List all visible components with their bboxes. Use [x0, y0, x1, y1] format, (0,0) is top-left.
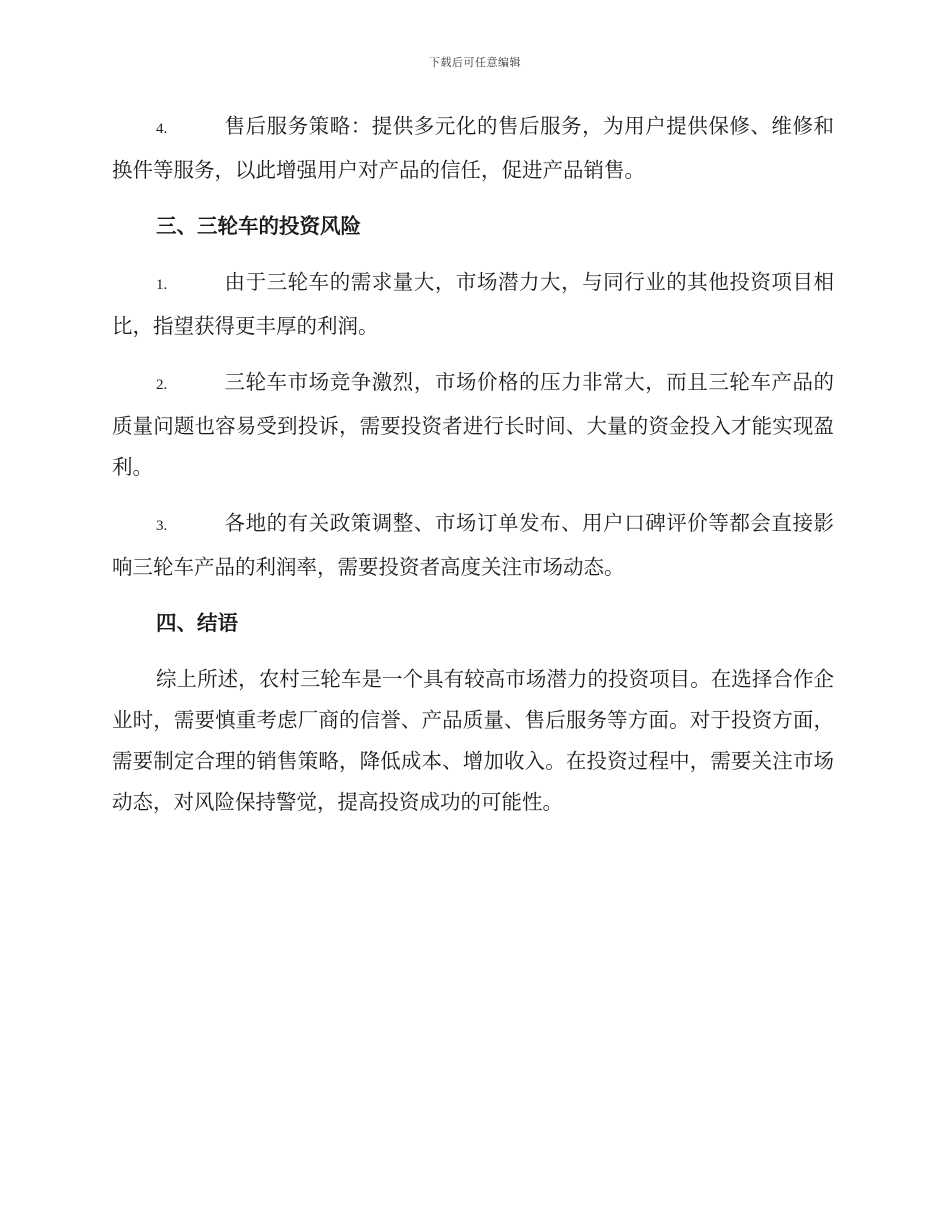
header-note: 下载后可任意编辑 — [429, 56, 521, 69]
list-item-risk-2 — [112, 362, 834, 488]
conclusion-paragraph: 综上所述，农村三轮车是一个具有较高市场潜力的投资项目。在选择合作企业时，需要慎重考虑厂商的信誉、产品质量、售后服务等方面。对于投资方面，需要制定合理的销售策略，降低成本、增加收入。在投资过程中，需要关注市场动态，对风险保持警觉，提高投资成功的可能性。 — [112, 667, 834, 814]
list-item-text: 三轮车市场竞争激烈，市场价格的压力非常大，而且三轮车产品的质量问题也容易受到投诉，需要投资者进行长时间、大量的资金投入才能实现盈利。 — [112, 370, 834, 479]
list-item-text: 各地的有关政策调整、市场订单发布、用户口碑评价等都会直接影响三轮车产品的利润率，需要投资者高度关注市场动态。 — [112, 511, 834, 579]
list-number: 2. — [156, 377, 168, 393]
list-item-risk-1 — [112, 262, 834, 347]
section-heading-conclusion: 四、结语 — [156, 611, 238, 635]
list-number: 3. — [156, 518, 168, 534]
section-heading-investment-risk: 三、三轮车的投资风险 — [156, 214, 361, 238]
list-item-risk-3 — [112, 503, 834, 588]
list-number: 4. — [156, 121, 168, 137]
list-item-text: 售后服务策略：提供多元化的售后服务，为用户提供保修、维修和换件等服务，以此增强用户对产品的信任，促进产品销售。 — [112, 114, 834, 182]
list-item-text: 由于三轮车的需求量大，市场潜力大，与同行业的其他投资项目相比，指望获得更丰厚的利润。 — [112, 270, 834, 338]
document-body — [112, 106, 834, 838]
list-number: 1. — [156, 277, 168, 293]
list-item-after-sales — [112, 106, 834, 191]
